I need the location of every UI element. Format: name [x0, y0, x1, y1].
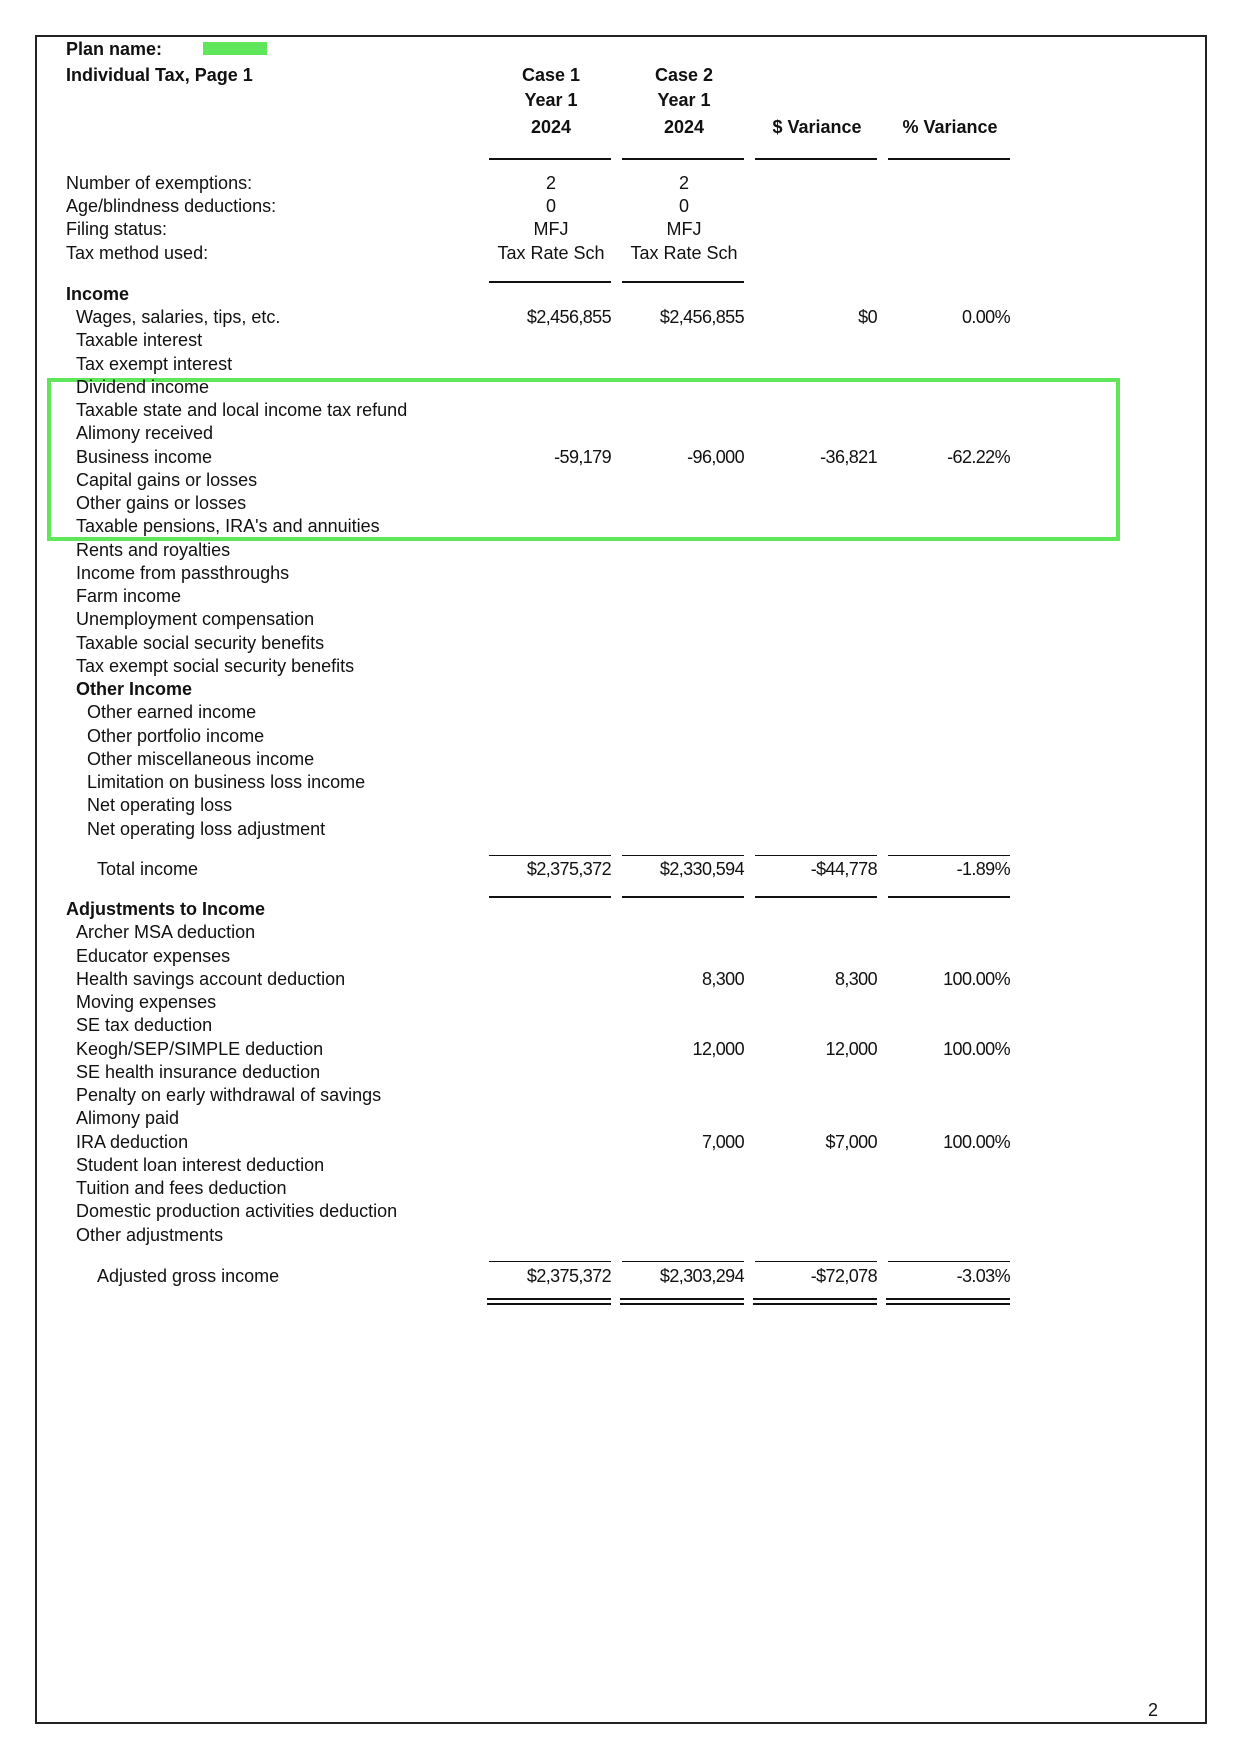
total-top-rule: [888, 855, 1010, 856]
total-bottom-rule: [755, 896, 877, 898]
adjustment-row-c2: 7,000: [701, 1132, 744, 1152]
income-row-pct: -62.22%: [947, 447, 1010, 467]
adjustment-row-label: Moving expenses: [76, 992, 217, 1012]
adjustment-row-label: Student loan interest deduction: [76, 1155, 325, 1175]
income-row-label: Tax exempt interest: [76, 354, 233, 374]
agi-c2: $2,303,294: [659, 1266, 744, 1286]
income-row-label: Business income: [76, 447, 213, 467]
other-income-heading: Other Income: [76, 679, 193, 699]
adjustment-row-label: Keogh/SEP/SIMPLE deduction: [76, 1039, 324, 1059]
adjustment-row-c2: 12,000: [692, 1039, 744, 1059]
total-income-variance: -$44,778: [810, 859, 877, 879]
total-top-rule: [755, 855, 877, 856]
agi-top-rule: [755, 1261, 877, 1262]
col4-header: % Variance: [902, 117, 998, 137]
income-row-label: Farm income: [76, 586, 182, 606]
total-income-pct: -1.89%: [956, 859, 1010, 879]
info-label: Number of exemptions:: [66, 173, 253, 193]
info-value: MFJ: [666, 219, 702, 239]
adjustment-row-label: Penalty on early withdrawal of savings: [76, 1085, 382, 1105]
agi-top-rule: [489, 1261, 611, 1262]
col2-header-case: Case 2: [654, 65, 714, 85]
agi-double-rule: [620, 1298, 744, 1305]
income-row-label: Taxable state and local income tax refund: [76, 400, 408, 420]
income-row-label: Income from passthroughs: [76, 563, 290, 583]
info-rule: [622, 281, 744, 283]
adjustment-row-pct: 100.00%: [943, 969, 1010, 989]
income-row-label: Other gains or losses: [76, 493, 247, 513]
page-number: 2: [1147, 1700, 1158, 1720]
adjustment-row-label: SE tax deduction: [76, 1015, 213, 1035]
adjustment-row-label: Alimony paid: [76, 1108, 180, 1128]
adjustment-row-label: Archer MSA deduction: [76, 922, 256, 942]
col2-header-date: 2024: [663, 117, 705, 137]
agi-pct: -3.03%: [956, 1266, 1010, 1286]
header-rule: [888, 158, 1010, 160]
info-rule: [489, 281, 611, 283]
header-rule: [489, 158, 611, 160]
income-row-label: Wages, salaries, tips, etc.: [76, 307, 281, 327]
total-bottom-rule: [888, 896, 1010, 898]
adjustment-row-label: Health savings account deduction: [76, 969, 346, 989]
info-value: Tax Rate Sch: [497, 243, 605, 263]
adjustment-row-label: SE health insurance deduction: [76, 1062, 321, 1082]
adjustment-row-variance: $7,000: [825, 1132, 877, 1152]
adjustment-row-pct: 100.00%: [943, 1132, 1010, 1152]
info-value: 0: [678, 196, 689, 216]
adjustments-heading: Adjustments to Income: [66, 899, 266, 919]
income-row-label: Capital gains or losses: [76, 470, 258, 490]
page-frame: [35, 35, 1207, 1724]
income-row-label: Unemployment compensation: [76, 609, 315, 629]
info-value: 0: [545, 196, 556, 216]
other-income-row-label: Other portfolio income: [87, 726, 265, 746]
header-rule: [755, 158, 877, 160]
info-label: Age/blindness deductions:: [66, 196, 277, 216]
total-top-rule: [489, 855, 611, 856]
total-income-c1: $2,375,372: [526, 859, 611, 879]
income-row-label: Alimony received: [76, 423, 214, 443]
col3-header: $ Variance: [772, 117, 862, 137]
adjustment-row-variance: 8,300: [834, 969, 877, 989]
income-row-variance: -36,821: [820, 447, 877, 467]
income-row-label: Rents and royalties: [76, 540, 231, 560]
agi-variance: -$72,078: [810, 1266, 877, 1286]
col1-header-case: Case 1: [521, 65, 581, 85]
adjustment-row-label: Other adjustments: [76, 1225, 224, 1245]
income-row-c1: -59,179: [554, 447, 611, 467]
col1-header-year: Year 1: [524, 90, 578, 110]
total-income-label: Total income: [97, 859, 199, 879]
agi-c1: $2,375,372: [526, 1266, 611, 1286]
redaction-mark: [203, 42, 267, 55]
adjustment-row-label: IRA deduction: [76, 1132, 189, 1152]
agi-top-rule: [622, 1261, 744, 1262]
plan-name-label: Plan name:: [66, 39, 163, 59]
income-row-pct: 0.00%: [961, 307, 1010, 327]
agi-double-rule: [487, 1298, 611, 1305]
info-label: Tax method used:: [66, 243, 209, 263]
income-row-variance: $0: [858, 307, 877, 327]
other-income-row-label: Limitation on business loss income: [87, 772, 366, 792]
adjustment-row-pct: 100.00%: [943, 1039, 1010, 1059]
income-row-label: Taxable pensions, IRA's and annuities: [76, 516, 380, 536]
total-top-rule: [622, 855, 744, 856]
total-income-c2: $2,330,594: [659, 859, 744, 879]
adjustment-row-label: Domestic production activities deduction: [76, 1201, 398, 1221]
total-bottom-rule: [622, 896, 744, 898]
income-row-label: Tax exempt social security benefits: [76, 656, 355, 676]
income-row-label: Dividend income: [76, 377, 210, 397]
agi-double-rule: [886, 1298, 1010, 1305]
agi-double-rule: [753, 1298, 877, 1305]
info-value: 2: [545, 173, 556, 193]
col2-header-year: Year 1: [657, 90, 711, 110]
adjustment-row-variance: 12,000: [825, 1039, 877, 1059]
income-row-label: Taxable interest: [76, 330, 203, 350]
info-value: 2: [678, 173, 689, 193]
other-income-row-label: Other miscellaneous income: [87, 749, 315, 769]
total-bottom-rule: [489, 896, 611, 898]
income-row-c2: -96,000: [687, 447, 744, 467]
other-income-row-label: Other earned income: [87, 702, 257, 722]
col1-header-date: 2024: [530, 117, 572, 137]
page-title: Individual Tax, Page 1: [66, 65, 253, 85]
agi-top-rule: [888, 1261, 1010, 1262]
other-income-row-label: Net operating loss: [87, 795, 233, 815]
adjustment-row-c2: 8,300: [701, 969, 744, 989]
income-row-label: Taxable social security benefits: [76, 633, 325, 653]
income-row-c1: $2,456,855: [526, 307, 611, 327]
agi-label: Adjusted gross income: [97, 1266, 280, 1286]
adjustment-row-label: Tuition and fees deduction: [76, 1178, 287, 1198]
income-heading: Income: [66, 284, 130, 304]
income-row-c2: $2,456,855: [659, 307, 744, 327]
header-rule: [622, 158, 744, 160]
other-income-row-label: Net operating loss adjustment: [87, 819, 326, 839]
info-value: Tax Rate Sch: [630, 243, 738, 263]
info-value: MFJ: [533, 219, 569, 239]
info-label: Filing status:: [66, 219, 168, 239]
adjustment-row-label: Educator expenses: [76, 946, 231, 966]
